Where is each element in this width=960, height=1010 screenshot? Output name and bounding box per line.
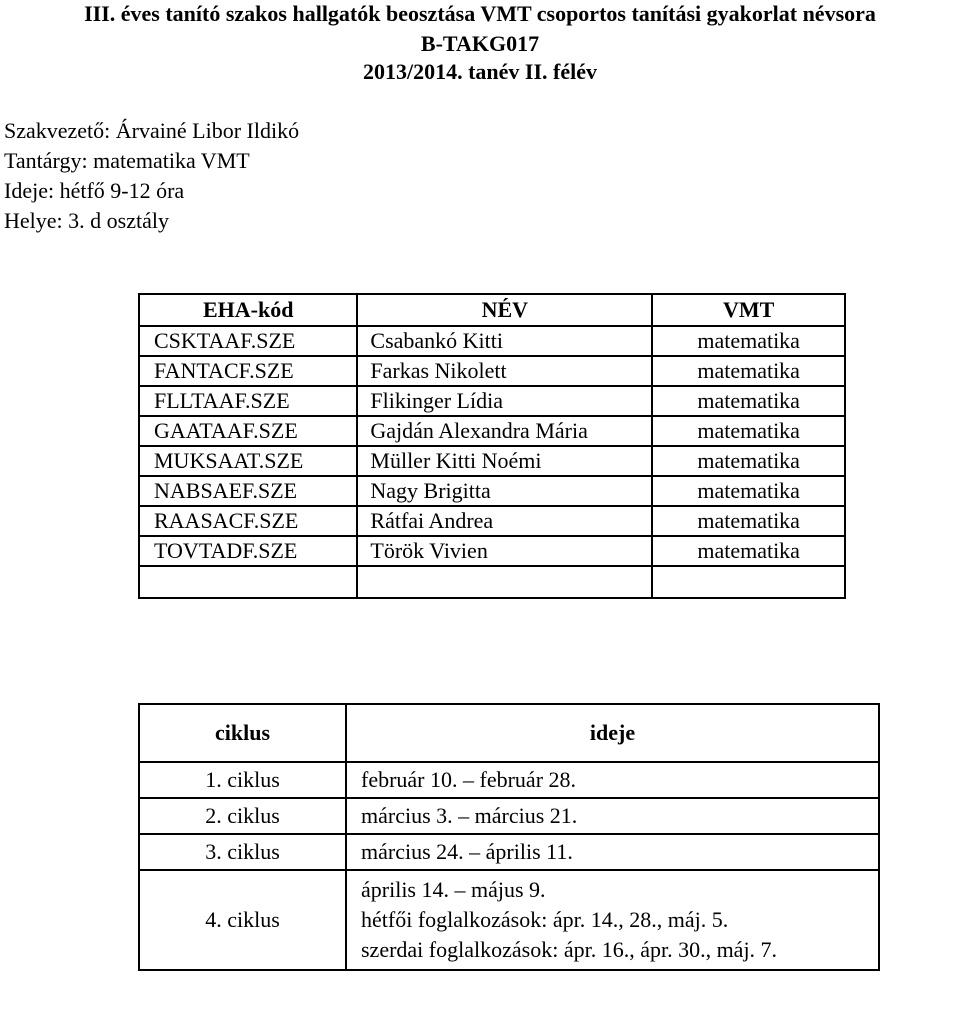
- cycle-row: [139, 762, 879, 798]
- student-name: Farkas Nikolett: [357, 356, 652, 386]
- table-row: [139, 536, 845, 566]
- cycle-dates: március 3. – március 21.: [346, 798, 879, 834]
- student-name: Müller Kitti Noémi: [357, 446, 652, 476]
- subject-line: Tantárgy: matematika VMT: [4, 148, 250, 173]
- cycle-row: [139, 834, 879, 870]
- table-row: [139, 326, 845, 356]
- cycle-label: 2. ciklus: [139, 798, 346, 834]
- student-name: Gajdán Alexandra Mária: [357, 416, 652, 446]
- cycle-table: [138, 703, 880, 971]
- student-subject: matematika: [652, 446, 845, 476]
- student-code: RAASACF.SZE: [139, 506, 357, 536]
- student-code: GAATAAF.SZE: [139, 416, 357, 446]
- student-code: MUKSAAT.SZE: [139, 446, 357, 476]
- student-name: Csabankó Kitti: [357, 326, 652, 356]
- student-subject: matematika: [652, 506, 845, 536]
- student-table: [138, 293, 846, 599]
- student-subject: matematika: [652, 416, 845, 446]
- empty-cell: [357, 566, 652, 598]
- cycle-label: 3. ciklus: [139, 834, 346, 870]
- academic-term: 2013/2014. tanév II. félév: [362, 59, 598, 84]
- student-subject: matematika: [652, 356, 845, 386]
- column-header-dates: ideje: [346, 704, 879, 762]
- table-row: [139, 476, 845, 506]
- student-name: Nagy Brigitta: [357, 476, 652, 506]
- monday-sessions-line: hétfői foglalkozások: ápr. 14., 28., máj. 5.: [361, 907, 729, 932]
- cycle-dates: február 10. – február 28.: [346, 762, 879, 798]
- supervisor-line: Szakvezető: Árvainé Libor Ildikó: [4, 118, 300, 143]
- empty-cell: [139, 566, 357, 598]
- student-name: Török Vivien: [357, 536, 652, 566]
- column-header-name: NÉV: [357, 294, 652, 326]
- student-subject: matematika: [652, 536, 845, 566]
- student-subject: matematika: [652, 386, 845, 416]
- student-code: CSKTAAF.SZE: [139, 326, 357, 356]
- student-name: Flikinger Lídia: [357, 386, 652, 416]
- cycle-row: [139, 798, 879, 834]
- cycle-dates: [346, 870, 879, 970]
- student-subject: matematika: [652, 326, 845, 356]
- cycle-dates: március 24. – április 11.: [346, 834, 879, 870]
- empty-cell: [652, 566, 845, 598]
- empty-table-row: [139, 566, 845, 598]
- table-row: [139, 356, 845, 386]
- column-header-subject: VMT: [652, 294, 845, 326]
- student-code: NABSAEF.SZE: [139, 476, 357, 506]
- cycle-header-row: [139, 704, 879, 762]
- cycle-row: [139, 870, 879, 970]
- wednesday-sessions-line: szerdai foglalkozások: ápr. 16., ápr. 30., máj. 7.: [361, 937, 778, 962]
- table-row: [139, 416, 845, 446]
- student-code: TOVTADF.SZE: [139, 536, 357, 566]
- place-line: Helye: 3. d osztály: [4, 208, 169, 233]
- column-header-code: EHA-kód: [139, 294, 357, 326]
- column-header-cycle: ciklus: [139, 704, 346, 762]
- student-code: FLLTAAF.SZE: [139, 386, 357, 416]
- cycle-label: 1. ciklus: [139, 762, 346, 798]
- document-title: III. éves tanító szakos hallgatók beosztása VMT csoportos tanítási gyakorlat névsora: [84, 1, 876, 26]
- table-row: [139, 506, 845, 536]
- student-subject: matematika: [652, 476, 845, 506]
- table-header-row: [139, 294, 845, 326]
- course-code: B-TAKG017: [420, 31, 540, 56]
- cycle-label: 4. ciklus: [139, 870, 346, 970]
- student-name: Rátfai Andrea: [357, 506, 652, 536]
- table-row: [139, 386, 845, 416]
- time-line: Ideje: hétfő 9-12 óra: [4, 178, 185, 203]
- cycle-dates-line: április 14. – május 9.: [361, 877, 546, 902]
- table-row: [139, 446, 845, 476]
- student-code: FANTACF.SZE: [139, 356, 357, 386]
